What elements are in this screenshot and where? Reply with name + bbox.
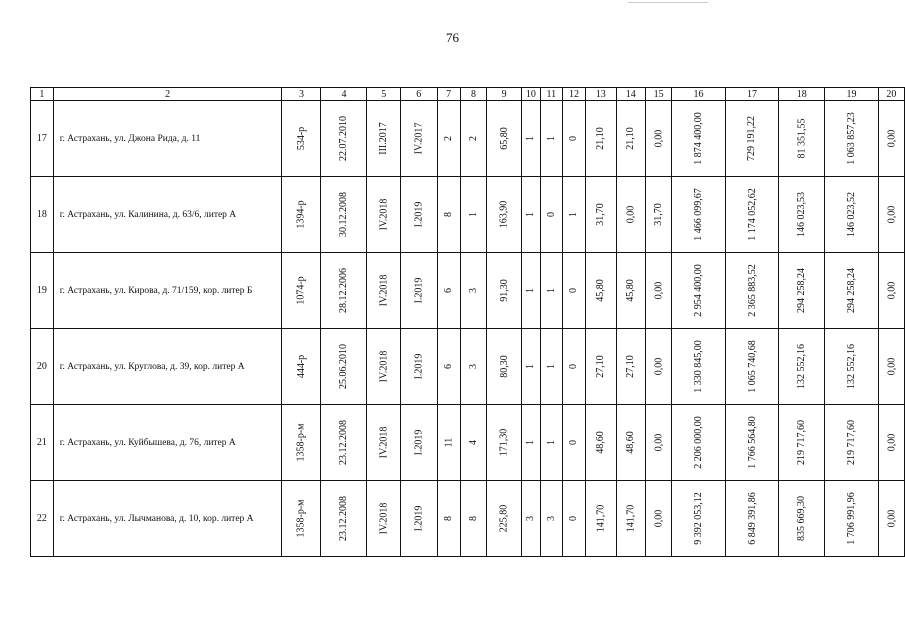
column-header: 11: [540, 88, 563, 101]
table-cell: [437, 405, 460, 481]
table-cell: 19: [31, 253, 54, 329]
table-cell: [460, 405, 486, 481]
table-cell: [825, 481, 879, 557]
table-cell: [645, 101, 671, 177]
table-cell: [522, 405, 540, 481]
cell-value: I.2019: [413, 429, 425, 456]
cell-value: IV.2018: [378, 198, 390, 231]
cell-value: 2 954 400,00: [692, 264, 704, 317]
column-header: 14: [616, 88, 645, 101]
page-number: 76: [446, 30, 459, 45]
cell-value: 21,10: [595, 127, 607, 150]
cell-value: 1 063 857,23: [845, 112, 857, 165]
table-cell: [321, 177, 367, 253]
table-cell: [672, 177, 726, 253]
table-cell: [487, 405, 522, 481]
table-cell: [825, 101, 879, 177]
cell-value: 0: [545, 212, 557, 217]
table-cell: [585, 177, 616, 253]
table-cell: [487, 253, 522, 329]
cell-value: 444-р: [295, 354, 307, 379]
table-cell: [563, 253, 586, 329]
table-cell: [321, 329, 367, 405]
cell-value: 3: [467, 288, 479, 293]
table-cell: 20: [31, 329, 54, 405]
table-cell: [437, 329, 460, 405]
table-cell: [321, 101, 367, 177]
cell-value: 534-р: [295, 126, 307, 151]
table-cell: [522, 177, 540, 253]
column-header: 10: [522, 88, 540, 101]
cell-value: 4: [467, 440, 479, 445]
cell-value: 1: [545, 136, 557, 141]
table-cell: [878, 329, 904, 405]
cell-value: 30.12.2008: [338, 192, 350, 237]
table-cell: [645, 177, 671, 253]
table-cell: г. Астрахань, ул. Калинина, д. 63/6, литер А: [53, 177, 282, 253]
table-row: [31, 329, 905, 405]
cell-value: 1: [525, 212, 537, 217]
table-cell: [725, 481, 779, 557]
cell-value: 1: [525, 136, 537, 141]
cell-value: 219 717,60: [796, 420, 808, 465]
table-cell: г. Астрахань, ул. Круглова, д. 39, кор. литер А: [53, 329, 282, 405]
cell-value: 2 365 883,52: [746, 264, 758, 317]
cell-value: 0,00: [653, 281, 665, 300]
table-cell: [522, 101, 540, 177]
cell-value: 1358-р-м: [295, 499, 307, 538]
cell-value: 0: [568, 136, 580, 141]
table-row: [31, 177, 905, 253]
table-cell: [616, 253, 645, 329]
cell-value: 27,10: [595, 355, 607, 378]
cell-value: 1074-р: [295, 276, 307, 305]
cell-value: 146 023,53: [796, 192, 808, 237]
cell-value: 11: [443, 437, 455, 448]
cell-value: 8: [443, 516, 455, 521]
cell-value: 146 023,52: [845, 192, 857, 237]
table-cell: [540, 253, 563, 329]
table-cell: [672, 405, 726, 481]
cell-value: 28.12.2006: [338, 268, 350, 313]
table-cell: [540, 405, 563, 481]
cell-value: 27,10: [625, 355, 637, 378]
cell-value: 1 174 052,62: [746, 188, 758, 241]
column-header: 4: [321, 88, 367, 101]
cell-value: 1 330 845,00: [692, 340, 704, 393]
table-cell: [540, 481, 563, 557]
table-cell: г. Астрахань, ул. Кирова, д. 71/159, кор. литер Б: [53, 253, 282, 329]
cell-value: 0: [568, 516, 580, 521]
table-cell: [321, 405, 367, 481]
table-cell: г. Астрахань, ул. Лычманова, д. 10, кор. литер А: [53, 481, 282, 557]
cell-value: 6 849 391,86: [746, 492, 758, 545]
cell-value: 48,60: [595, 431, 607, 454]
column-header: 16: [672, 88, 726, 101]
table-cell: [400, 101, 437, 177]
table-cell: [878, 101, 904, 177]
cell-value: 2 206 000,00: [692, 416, 704, 469]
cell-value: 1: [545, 440, 557, 445]
table-cell: [585, 101, 616, 177]
cell-value: 219 717,60: [845, 420, 857, 465]
table-cell: [367, 329, 401, 405]
table-cell: [725, 329, 779, 405]
table-cell: [779, 329, 825, 405]
column-header: 2: [53, 88, 282, 101]
cell-value: 91,30: [498, 279, 510, 302]
cell-value: 21,10: [625, 127, 637, 150]
cell-value: 1394-р: [295, 200, 307, 229]
column-header: 7: [437, 88, 460, 101]
table-cell: [616, 101, 645, 177]
cell-value: 65,80: [498, 127, 510, 150]
cell-value: IV.2018: [378, 426, 390, 459]
table-cell: [321, 481, 367, 557]
table-cell: [400, 405, 437, 481]
table-cell: [725, 101, 779, 177]
table-cell: [672, 253, 726, 329]
cell-value: 1 065 740,68: [746, 340, 758, 393]
table-cell: [725, 253, 779, 329]
table-cell: [672, 329, 726, 405]
cell-value: 1: [545, 288, 557, 293]
table-cell: [282, 481, 321, 557]
cell-value: 0,00: [653, 509, 665, 528]
table-cell: [825, 329, 879, 405]
cell-value: 9 392 053,12: [692, 492, 704, 545]
table-cell: [540, 329, 563, 405]
cell-value: 294 258,24: [796, 268, 808, 313]
table-cell: [585, 329, 616, 405]
housing-table: [30, 87, 905, 557]
table-cell: [460, 177, 486, 253]
cell-value: IV.2017: [413, 122, 425, 155]
cell-value: 31,70: [595, 203, 607, 226]
cell-value: 0,00: [885, 509, 897, 528]
cell-value: 171,30: [498, 428, 510, 457]
cell-value: 1: [568, 212, 580, 217]
table-cell: 18: [31, 177, 54, 253]
column-header: 5: [367, 88, 401, 101]
cell-value: 0,00: [653, 129, 665, 148]
cell-value: I.2019: [413, 353, 425, 380]
cell-value: 2: [467, 136, 479, 141]
cell-value: I.2019: [413, 505, 425, 532]
table-cell: [779, 253, 825, 329]
cell-value: 0: [568, 440, 580, 445]
table-cell: [487, 101, 522, 177]
cell-value: III.2017: [378, 122, 390, 155]
cell-value: IV.2018: [378, 502, 390, 535]
table-cell: [779, 101, 825, 177]
table-row: [31, 101, 905, 177]
cell-value: 1: [467, 212, 479, 217]
table-cell: [725, 177, 779, 253]
cell-value: 0,00: [885, 357, 897, 376]
cell-value: 1: [545, 364, 557, 369]
table-cell: [825, 405, 879, 481]
table-cell: [367, 101, 401, 177]
table-cell: г. Астрахань, ул. Куйбышева, д. 76, литер А: [53, 405, 282, 481]
table-row: [31, 405, 905, 481]
table-cell: [585, 481, 616, 557]
table-cell: [672, 101, 726, 177]
cell-value: 45,80: [595, 279, 607, 302]
cell-value: 0,00: [885, 129, 897, 148]
table-cell: [522, 253, 540, 329]
cell-value: 132 552,16: [796, 344, 808, 389]
cell-value: 0,00: [653, 433, 665, 452]
cell-value: 80,30: [498, 355, 510, 378]
table-cell: [367, 253, 401, 329]
table-cell: [616, 329, 645, 405]
column-header: 20: [878, 88, 904, 101]
table-cell: [563, 101, 586, 177]
cell-value: 1 766 564,80: [746, 416, 758, 469]
column-header: 12: [563, 88, 586, 101]
cell-value: 0: [568, 364, 580, 369]
table-cell: [282, 253, 321, 329]
column-header: 17: [725, 88, 779, 101]
cell-value: 163,90: [498, 200, 510, 229]
cell-value: IV.2018: [378, 274, 390, 307]
table-cell: [522, 481, 540, 557]
cell-value: I.2019: [413, 277, 425, 304]
table-cell: 17: [31, 101, 54, 177]
cell-value: 23.12.2008: [338, 496, 350, 541]
cell-value: 22.07.2010: [338, 116, 350, 161]
table-cell: [282, 177, 321, 253]
table-cell: [672, 481, 726, 557]
table-cell: [878, 177, 904, 253]
cell-value: IV.2018: [378, 350, 390, 383]
table-cell: [825, 177, 879, 253]
cell-value: 0,00: [885, 433, 897, 452]
table-cell: [825, 253, 879, 329]
cell-value: 6: [443, 364, 455, 369]
table-cell: [878, 405, 904, 481]
column-header: 8: [460, 88, 486, 101]
table-cell: [779, 405, 825, 481]
column-header: 9: [487, 88, 522, 101]
cell-value: 835 669,30: [796, 496, 808, 541]
cell-value: 1 706 991,96: [845, 492, 857, 545]
cell-value: 48,60: [625, 431, 637, 454]
header-row: [31, 88, 905, 101]
table-cell: [367, 481, 401, 557]
table-cell: [616, 405, 645, 481]
cell-value: 0,00: [625, 205, 637, 224]
cell-value: 81 351,55: [796, 118, 808, 159]
column-header: 3: [282, 88, 321, 101]
cell-value: 225,80: [498, 504, 510, 533]
table-cell: [585, 405, 616, 481]
column-header: 13: [585, 88, 616, 101]
cell-value: 2: [443, 136, 455, 141]
table-cell: [725, 405, 779, 481]
cell-value: 1 466 099,67: [692, 188, 704, 241]
table-cell: [437, 177, 460, 253]
cell-value: 45,80: [625, 279, 637, 302]
table-cell: [460, 329, 486, 405]
cell-value: 729 191,22: [746, 116, 758, 161]
cell-value: 8: [443, 212, 455, 217]
table-cell: [400, 253, 437, 329]
table-cell: [563, 329, 586, 405]
top-edge-mark: [628, 0, 708, 3]
table-cell: [779, 177, 825, 253]
table-cell: [367, 405, 401, 481]
table-cell: [645, 481, 671, 557]
cell-value: 6: [443, 288, 455, 293]
table-cell: [616, 177, 645, 253]
cell-value: 1: [525, 364, 537, 369]
table-cell: [367, 177, 401, 253]
table-cell: [522, 329, 540, 405]
table-row: [31, 481, 905, 557]
table-row: [31, 253, 905, 329]
cell-value: 3: [525, 516, 537, 521]
cell-value: 132 552,16: [845, 344, 857, 389]
cell-value: 0,00: [653, 357, 665, 376]
cell-value: 1358-р-м: [295, 423, 307, 462]
cell-value: 25.06.2010: [338, 344, 350, 389]
column-header: 18: [779, 88, 825, 101]
cell-value: 141,70: [625, 504, 637, 533]
column-header: 1: [31, 88, 54, 101]
cell-value: 0,00: [885, 205, 897, 224]
column-header: 19: [825, 88, 879, 101]
table-cell: [563, 481, 586, 557]
table-cell: [645, 253, 671, 329]
table-cell: [460, 101, 486, 177]
table-cell: [487, 481, 522, 557]
table-cell: [878, 253, 904, 329]
cell-value: 1 874 400,00: [692, 112, 704, 165]
table-cell: 21: [31, 405, 54, 481]
table-cell: [540, 101, 563, 177]
table-cell: [563, 177, 586, 253]
table-cell: [460, 481, 486, 557]
table-cell: [437, 481, 460, 557]
table-cell: [400, 329, 437, 405]
column-header: 6: [400, 88, 437, 101]
table-cell: [563, 405, 586, 481]
table-cell: [487, 329, 522, 405]
cell-value: 0,00: [885, 281, 897, 300]
table-cell: [282, 329, 321, 405]
table-cell: [645, 405, 671, 481]
table-cell: [437, 253, 460, 329]
cell-value: 0: [568, 288, 580, 293]
table-cell: [779, 481, 825, 557]
table-cell: г. Астрахань, ул. Джона Рида, д. 11: [53, 101, 282, 177]
cell-value: 31,70: [653, 203, 665, 226]
cell-value: 1: [525, 288, 537, 293]
table-cell: [585, 253, 616, 329]
cell-value: I.2019: [413, 201, 425, 228]
table-cell: [616, 481, 645, 557]
column-header: 15: [645, 88, 671, 101]
cell-value: 294 258,24: [845, 268, 857, 313]
cell-value: 1: [525, 440, 537, 445]
table-cell: [437, 101, 460, 177]
cell-value: 23.12.2008: [338, 420, 350, 465]
table-cell: [540, 177, 563, 253]
table-cell: [282, 101, 321, 177]
table-cell: [460, 253, 486, 329]
table-cell: [282, 405, 321, 481]
table-cell: [487, 177, 522, 253]
table-cell: [400, 177, 437, 253]
table-cell: 22: [31, 481, 54, 557]
table-cell: [321, 253, 367, 329]
table-cell: [645, 329, 671, 405]
cell-value: 3: [545, 516, 557, 521]
cell-value: 141,70: [595, 504, 607, 533]
cell-value: 8: [467, 516, 479, 521]
table-cell: [878, 481, 904, 557]
table-cell: [400, 481, 437, 557]
cell-value: 3: [467, 364, 479, 369]
